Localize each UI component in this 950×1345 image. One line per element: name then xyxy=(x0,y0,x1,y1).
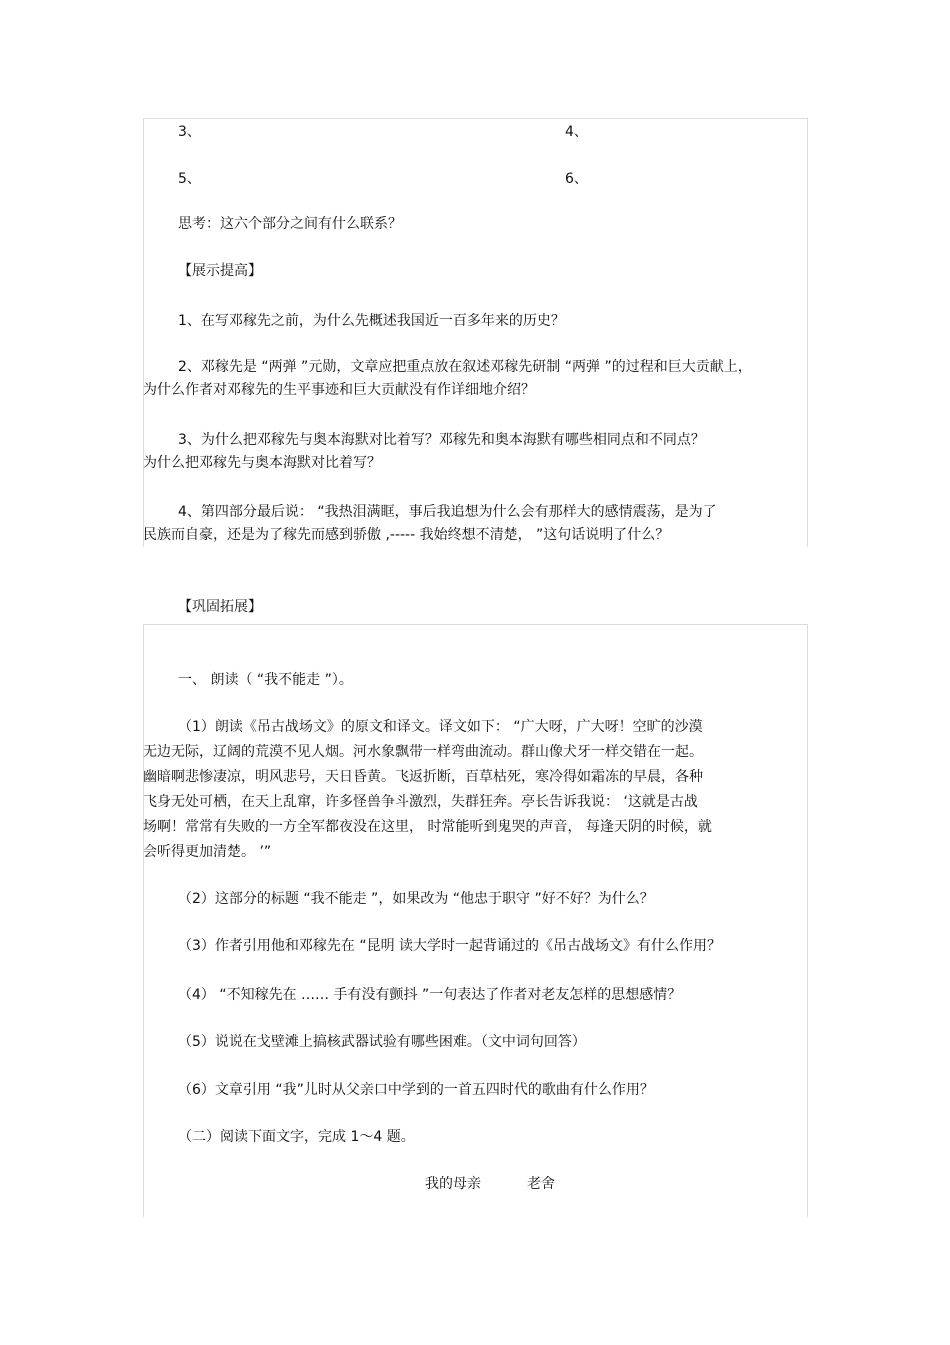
article-title: 我的母亲 xyxy=(425,1176,481,1192)
paragraph-1-line-5: 场啊！常常有失败的一方全军都夜没在这里， 时常能听到鬼哭的声音， 每逢天阴的时候，就 xyxy=(143,819,712,835)
question-4-line-1: 4、第四部分最后说： “我热泪满眶，事后我追想为什么会有那样大的感情震荡，是为了 xyxy=(178,504,717,520)
heading-presentation: 【展示提高】 xyxy=(178,263,262,279)
question-4-line-2: 民族而自豪，还是为了稼先而感到骄傲 ,----- 我始终想不清楚， ”这句话说明了什么？ xyxy=(143,527,670,543)
upper-table-frame xyxy=(143,118,808,547)
question-2-line-2: 为什么作者对邓稼先的生平事迹和巨大贡献没有作详细地介绍？ xyxy=(143,382,535,398)
outline-item-3: 3、 xyxy=(178,124,201,140)
outline-item-5: 5、 xyxy=(178,171,201,187)
paragraph-1-line-4: 飞身无处可栖，在天上乱窜，许多怪兽争斗激烈，失群狂奔。亭长告诉我说： ‘这就是古战 xyxy=(143,794,698,810)
question-2-line-1: 2、邓稼先是 “两弹 ”元勋，文章应把重点放在叙述邓稼先研制 “两弹 ”的过程和巨大贡献上， xyxy=(178,359,752,375)
heading-consolidation: 【巩固拓展】 xyxy=(178,599,262,615)
sub-question-2: （2）这部分的标题 “我不能走 ”，如果改为 “他忠于职守 ”好不好？为什么？ xyxy=(178,891,654,907)
sub-question-5: （5）说说在戈壁滩上搞核武器试验有哪些困难。（文中词句回答） xyxy=(178,1034,586,1050)
question-3-line-2: 为什么把邓稼先与奥本海默对比着写？ xyxy=(143,455,381,471)
outline-item-4: 4、 xyxy=(565,124,588,140)
question-1: 1、在写邓稼先之前，为什么先概述我国近一百多年来的历史？ xyxy=(178,313,565,329)
article-author: 老舍 xyxy=(527,1176,555,1192)
question-3-line-1: 3、为什么把邓稼先与奥本海默对比着写？邓稼先和奥本海默有哪些相同点和不同点？ xyxy=(178,432,705,448)
part-1-title: 一、 朗读（ “我不能走 ”）。 xyxy=(178,672,353,688)
paragraph-1-line-1: （1）朗读《吊古战场文》的原文和译文。译文如下： “广大呀，广大呀！空旷的沙漠 xyxy=(178,719,703,735)
outline-item-6: 6、 xyxy=(565,171,588,187)
sub-question-6: （6）文章引用 “我”儿时从父亲口中学到的一首五四时代的歌曲有什么作用？ xyxy=(178,1082,654,1098)
sub-question-4: （4） “不知稼先在 …… 手有没有颤抖 ”一句表达了作者对老友怎样的思想感情？ xyxy=(178,987,682,1003)
sub-question-3: （3）作者引用他和邓稼先在 “昆明 读大学时一起背诵过的《吊古战场文》有什么作用？ xyxy=(178,938,722,954)
think-question: 思考：这六个部分之间有什么联系？ xyxy=(178,216,402,232)
paragraph-1-line-6: 会听得更加清楚。 ’” xyxy=(143,844,272,860)
part-2-instruction: （二）阅读下面文字，完成 1～4 题。 xyxy=(178,1129,415,1145)
paragraph-1-line-3: 幽暗啊悲惨凄凉，明风悲号，天日昏黄。飞返折断，百草枯死，寒冷得如霜冻的早晨，各种 xyxy=(143,769,703,785)
paragraph-1-line-2: 无边无际，辽阔的荒漠不见人烟。河水象飘带一样弯曲流动。群山像犬牙一样交错在一起。 xyxy=(143,744,703,760)
